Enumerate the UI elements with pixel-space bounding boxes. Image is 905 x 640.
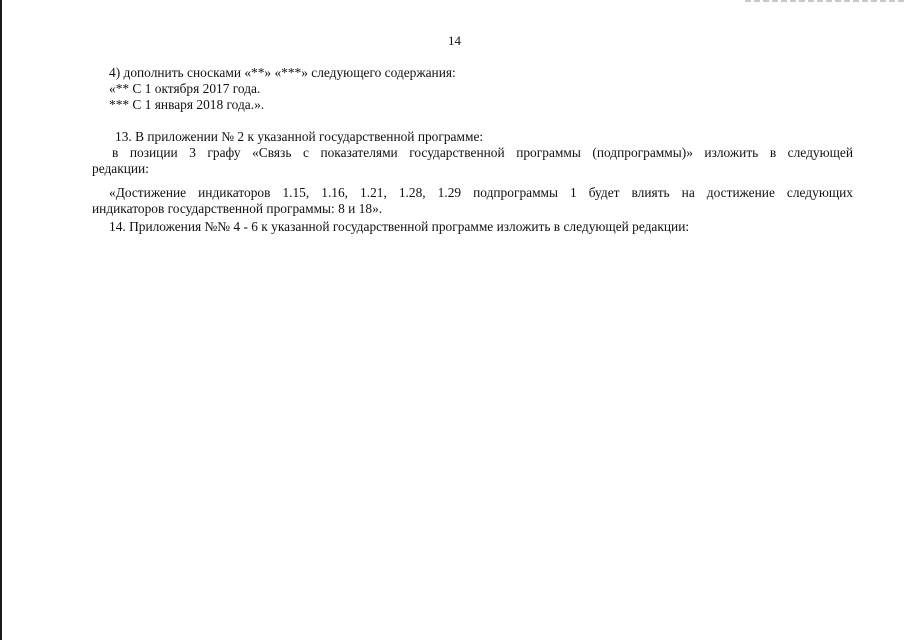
text-line-item-13-position-3-cont: редакции: [92, 161, 149, 176]
text-line-item-14: 14. Приложения №№ 4 - 6 к указанной государственной программе изложить в следующей редакции: [109, 219, 690, 234]
text-line-item-13: 13. В приложении № 2 к указанной государственной программе: [115, 129, 484, 144]
text-line-indicators-cont: индикаторов государственной программы: 8 и 18». [92, 201, 383, 216]
text-line-item-13-position-3: в позиции 3 графу «Связь с показателями государственной программы (подпрограммы)» изложить в следующей [112, 145, 853, 160]
page-number: 14 [448, 33, 461, 48]
text-line-footnote-double-star: «** С 1 октября 2017 года. [109, 81, 261, 96]
text-line-footnote-triple-star: *** С 1 января 2018 года.». [109, 97, 265, 112]
text-line-indicators: «Достижение индикаторов 1.15, 1.16, 1.21, 1.28, 1.29 подпрограммы 1 будет влиять на достижение следующих [109, 185, 853, 200]
scan-artifact-line [745, 0, 905, 2]
text-line-footnote-instruction: 4) дополнить сносками «**» «***» следующего содержания: [109, 65, 456, 80]
